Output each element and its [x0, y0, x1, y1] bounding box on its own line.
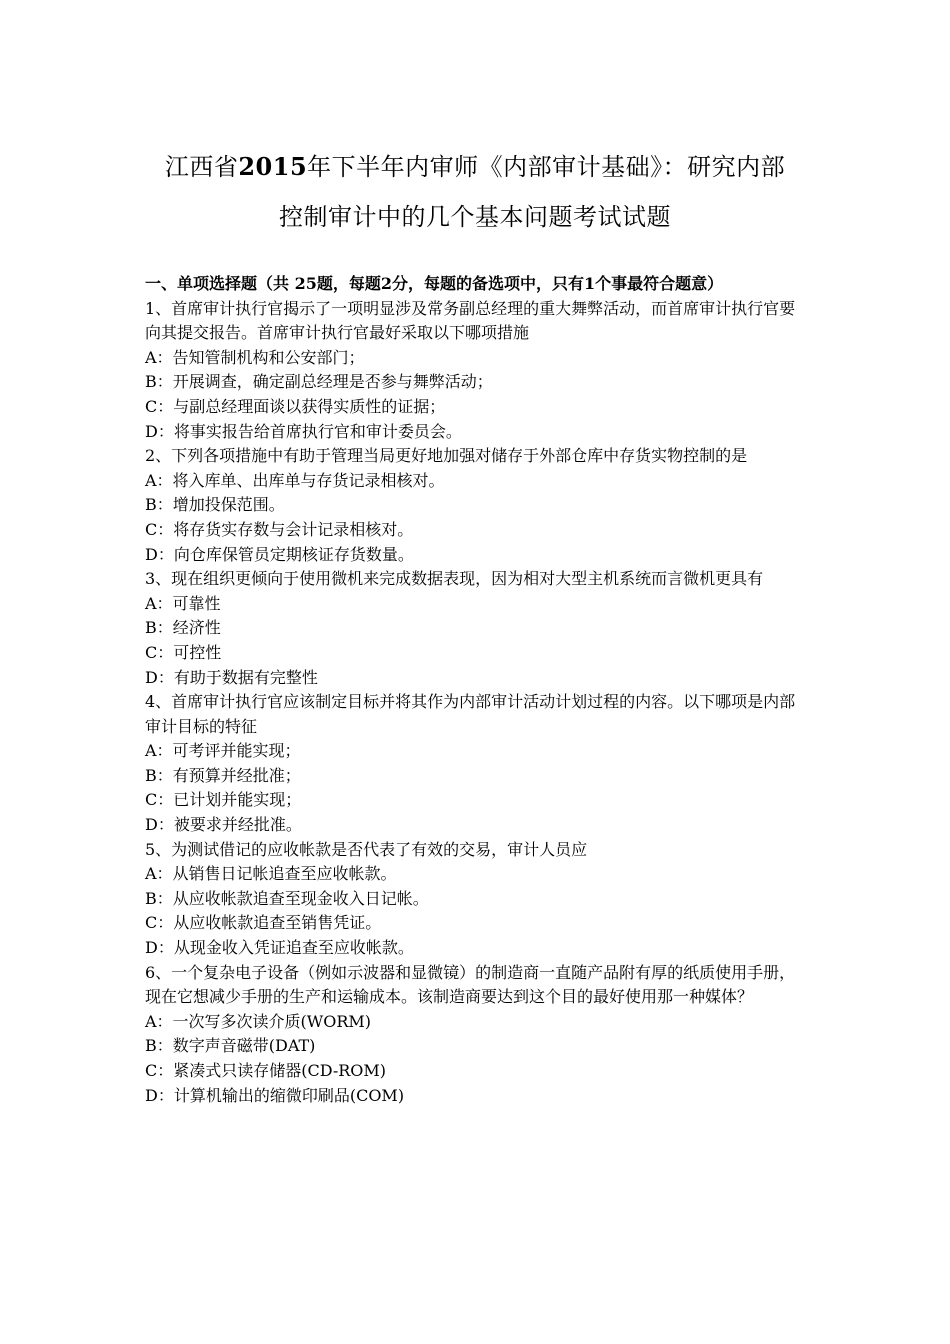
- title-year: 2015: [238, 152, 308, 181]
- answer-option: B：增加投保范围。: [145, 495, 285, 515]
- question-stem: 2、下列各项措施中有助于管理当局更好地加强对储存于外部仓库中存货实物控制的是: [145, 446, 748, 466]
- question-block: [145, 297, 810, 445]
- answer-option: A：可考评并能实现；: [145, 741, 301, 761]
- answer-option: D：向仓库保管员定期核证存货数量。: [145, 544, 414, 564]
- question-block: [145, 567, 810, 690]
- answer-option: D：有助于数据有完整性: [145, 667, 318, 687]
- document-title-line-1: [140, 152, 810, 182]
- answer-option: A：将入库单、出库单与存货记录相核对。: [145, 470, 445, 490]
- answer-option: D：从现金收入凭证追查至应收帐款。: [145, 938, 414, 958]
- answer-option: D：计算机输出的缩微印刷品(COM): [145, 1085, 405, 1105]
- answer-option: B：开展调查，确定副总经理是否参与舞弊活动；: [145, 372, 493, 392]
- answer-option: B：数字声音磁带(DAT): [145, 1036, 316, 1056]
- answer-option: B：经济性: [145, 618, 221, 638]
- question-list: [145, 297, 810, 1109]
- section-heading: 一、单项选择题（共 25题，每题2分，每题的备选项中，只有1个事最符合题意）: [145, 274, 724, 293]
- document-title-line-2: 控制审计中的几个基本问题考试试题: [279, 203, 671, 231]
- answer-option: A：一次写多次读介质(WORM): [145, 1011, 372, 1031]
- answer-option: B：有预算并经批准；: [145, 765, 301, 785]
- answer-option: C：与副总经理面谈以获得实质性的证据；: [145, 396, 446, 416]
- answer-option: C：将存货实存数与会计记录相核对。: [145, 519, 414, 539]
- question-block: [145, 961, 810, 1109]
- question-block: [145, 838, 810, 961]
- question-stem: 3、现在组织更倾向于使用微机来完成数据表现，因为相对大型主机系统而言微机更具有: [145, 569, 764, 589]
- question-stem: 5、为测试借记的应收帐款是否代表了有效的交易，审计人员应: [145, 839, 588, 859]
- answer-option: C：可控性: [145, 642, 222, 662]
- answer-option: D：将事实报告给首席执行官和审计委员会。: [145, 421, 462, 441]
- answer-option: A：告知管制机构和公安部门；: [145, 347, 365, 367]
- answer-option: C：从应收帐款追查至销售凭证。: [145, 913, 382, 933]
- question-stem: 4、首席审计执行官应该制定目标并将其作为内部审计活动计划过程的内容。以下哪项是内部审计目标的特征: [145, 692, 796, 736]
- question-block: [145, 444, 810, 567]
- question-stem: 1、首席审计执行官揭示了一项明显涉及常务副总经理的重大舞弊活动，而首席审计执行官要向其提交报告。首席审计执行官最好采取以下哪项措施: [145, 298, 796, 343]
- answer-option: C：紧凑式只读存储器(CD-ROM): [145, 1061, 387, 1080]
- title-suffix: 年下半年内审师《内部审计基础》：研究内部: [307, 153, 786, 181]
- title-prefix: 江西省: [164, 153, 239, 181]
- answer-option: C：已计划并能实现；: [145, 790, 302, 810]
- answer-option: A：可靠性: [145, 593, 221, 613]
- answer-option: A：从销售日记帐追查至应收帐款。: [145, 864, 397, 884]
- question-stem: 6、一个复杂电子设备（例如示波器和显微镜）的制造商一直随产品附有厚的纸质使用手册，现在它想减少手册的生产和运输成本。该制造商要达到这个目的最好使用那一种媒体？: [145, 962, 796, 1007]
- answer-option: B：从应收帐款追查至现金收入日记帐。: [145, 888, 429, 908]
- document-body: [145, 272, 810, 1108]
- answer-option: D：被要求并经批准。: [145, 815, 302, 835]
- question-block: [145, 690, 810, 838]
